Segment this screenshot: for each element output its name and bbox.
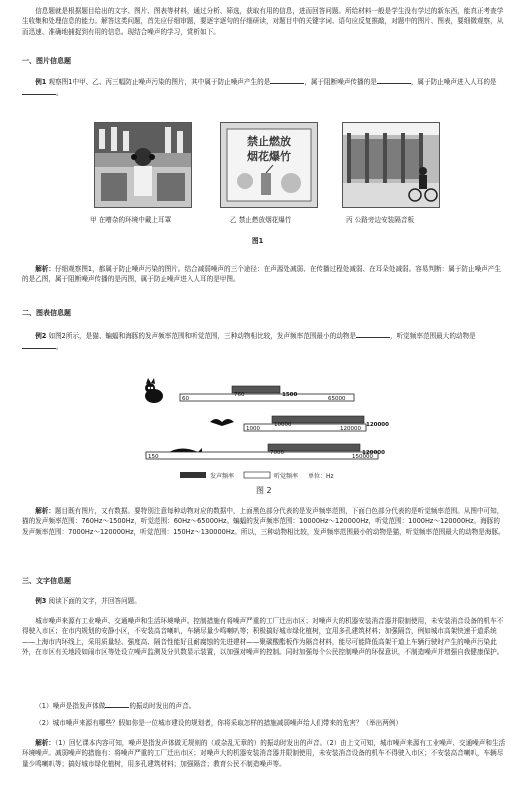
section1-heading: 一、图片信息题 <box>22 57 71 65</box>
legend-hear-swatch <box>244 472 270 478</box>
example2-part-b: ，听觉频率范围最大的动物是 <box>390 332 476 340</box>
intro-block <box>22 6 506 37</box>
legend-unit-label: 单位：Hz <box>308 473 334 480</box>
passage-text: 城市噪声来源有工业噪声、交通噪声和生活环境噪声。控制措施有将噪声严重的工厂迁出市区；对噪声大的机器安装消音器并限制使用，未安装消音设备的机车不得驶入市区；在市内规划的安静小区，不安装高音喇叭，车辆尽量少鸣喇叭等；积极搞好城市绿化植树，宜用多孔建筑材料；加强隔音，例如城市高架快速干道系统——上海市内环线上，采用质量轻、强度高、隔音性能好且耐腐蚀的先进建材——聚碳酸酯板作为隔音材料，能尽可能降低高架干道上车辆行驶时产生的噪声污染此外，在市区有关地段如闹市区等处设立噪声监测及分贝数显示装置，以加强对噪声的控制。同时加强每个公民控制噪声的环保意识，不制造噪声并增强自我健康保护。 <box>22 617 504 657</box>
cat-hear-high-label: 65000 <box>328 396 346 402</box>
bat-icon <box>210 419 234 426</box>
answer-blank-1[interactable] <box>270 76 304 84</box>
example3-intro: 阅读下面的文字，并回答问题。 <box>48 597 141 605</box>
example3-text <box>22 596 506 606</box>
analysis3-label: 解析： <box>35 739 55 747</box>
legend-speak-label: 发声频率 <box>210 473 235 480</box>
example1-label: 例1 <box>35 78 47 86</box>
analysis1-label: 解析： <box>35 265 55 273</box>
passage-block <box>22 616 506 658</box>
answer-blank-5[interactable] <box>22 341 56 349</box>
cat-hear-low-label: 60 <box>182 396 189 402</box>
caption-yi: 乙 禁止燃放烟花爆竹 <box>230 216 292 224</box>
example1-part-c: ，属于防止噪声进入人耳的是 <box>410 78 497 86</box>
dolphin-speak-high-label: 120000 <box>362 450 385 456</box>
example1-part-a: 观察图1中甲、乙、丙三幅防止噪声污染的图片，其中属于防止噪声产生的是 <box>48 78 271 86</box>
photo-earmuffs <box>94 122 192 208</box>
bat-hear-high-label: 120000 <box>340 426 361 432</box>
example1-block <box>22 76 506 99</box>
analysis3-block <box>22 738 506 769</box>
example1-part-b: ，属于阻断噪声传播的是 <box>304 78 377 86</box>
section3-heading: 三、文字信息题 <box>22 577 71 585</box>
chart-legend <box>180 472 334 480</box>
question1-text <box>22 700 506 711</box>
bat-hear-low-label: 1000 <box>246 426 260 432</box>
sound-barrier-image <box>343 123 439 207</box>
no-fireworks-poster-image <box>221 123 317 207</box>
question1-part-a: （1）噪声是指发声体做 <box>35 702 106 710</box>
dolphin-hear-high-label: 150000 <box>352 454 373 460</box>
answer-blank-6[interactable] <box>105 700 129 708</box>
photo-no-fireworks <box>220 122 318 208</box>
example2-label: 例2 <box>35 332 47 340</box>
figure2-label: 图 2 <box>256 486 272 495</box>
analysis3-body: （1）回忆课本内容可知，噪声是指发声体做无规则的（或杂乱无章的）的振动时发出的声音。（2）由上文可知，城市噪声来源有工业噪声、交通噪声和生活环境噪声。减弱噪声的措施有：将噪声严重的工厂迁出市区；对噪声大的机器安装消音器并限制使用，未安装消音设备的机车不得驶入市区；不安装高音喇叭，车辆尽量少鸣喇叭等；搞好城市绿化植树，用多孔建筑材料；加强隔音；教育公民不制造噪声等。 <box>22 739 506 768</box>
answer-blank-2[interactable] <box>377 76 411 84</box>
analysis2-label: 解析： <box>35 507 55 515</box>
example2-block <box>22 330 506 353</box>
earmuff-scene-image <box>95 123 191 207</box>
dolphin-hearing-bar <box>146 452 378 459</box>
figure1-label: 图1 <box>252 237 264 245</box>
analysis3-text <box>22 738 506 769</box>
bat-speak-low-label: 10000 <box>274 422 292 428</box>
dolphin-hear-low-label: 150 <box>148 454 159 460</box>
example1-end: 。 <box>56 89 63 98</box>
example3-block <box>22 596 506 606</box>
analysis2-body: 题目既有图片，又有数据。要特别注意每种动物对应的数据中，上面黑色部分代表的是发声频率范围，下面白色部分代表的是听觉频率范围。从图中可知，猫的发声频率范围：760Hz～1500Hz，听觉范围：60Hz～65000Hz。蝙蝠的发声频率范围：10000Hz～120000Hz，听觉范围：1000Hz～120000Hz。海豚的发声频率范围：7000Hz～120000Hz，听觉范围：150Hz～130000Hz。所以，三种动物相比较，发声频率范围最小的动物是猫，听觉频率范围最大的动物是海豚。 <box>22 507 505 536</box>
example2-part-a: 如图2所示，是猫、蝙蝠和海豚的发声频率范围和听觉范围，三种动物相比较，发声频率范围最小的动物是 <box>48 332 356 340</box>
answer-blank-4[interactable] <box>356 330 390 338</box>
analysis1-text <box>22 264 506 285</box>
example2-end: 。 <box>56 343 63 352</box>
analysis2-block <box>22 506 506 537</box>
question1-block <box>22 700 506 711</box>
question2-text: （2）城市噪声来源有哪些？假如你是一位城市建设的规划者，你将采取怎样的措施减弱噪声给人们带来的危害？（举出两例） <box>35 719 403 727</box>
poster-line-2: 烟花爆竹 <box>247 150 291 163</box>
example2-text <box>22 330 506 353</box>
photo-sound-barrier <box>342 122 440 208</box>
caption-jia: 甲 在嘈杂的环境中戴上耳罩 <box>90 216 172 224</box>
dolphin-speak-low-label: 7000 <box>270 450 284 456</box>
legend-speak-swatch <box>180 472 206 478</box>
question1-part-b: 的振动时发出的声音。 <box>129 702 196 710</box>
legend-hear-label: 听觉频率 <box>274 473 299 480</box>
cat-icon <box>145 378 163 403</box>
example3-label: 例3 <box>35 597 47 605</box>
section2-heading: 二、图表信息题 <box>22 309 71 317</box>
poster-line-1: 禁止燃放 <box>247 135 291 148</box>
analysis1-body: 仔细观察图1，都属于防止噪声污染的图片。结合减弱噪声的三个途径：在声源处减弱、在传播过程处减弱、在耳朵处减弱。容易判断：属于防止噪声产生的是乙图，属于阻断噪声传播的是丙图，属于防止噪声进入人耳的是甲图。 <box>22 265 501 284</box>
cat-speak-low-label: 760 <box>234 392 245 398</box>
question2-block <box>22 718 506 728</box>
example1-text <box>22 76 506 99</box>
answer-blank-3[interactable] <box>22 87 56 95</box>
bat-speak-high-label: 120000 <box>366 422 389 428</box>
cat-speak-high-label: 1500 <box>282 392 298 398</box>
caption-bing: 丙 公路旁边安装隔音板 <box>346 216 415 224</box>
analysis1-block <box>22 264 506 285</box>
analysis2-text <box>22 506 506 537</box>
intro-paragraph: 信息题就是根据题目给出的文字、图片、图表等材料，通过分析、筛选，获取有用的信息，进而回答问题。所给材料一般是学生没有学过的新东西，能真正考查学生收集和处理信息的能力。解答这类问题，首先应仔细审题，要逐字逐句的仔细研读，对题目中的关键字词、语句应反复推敲，对题中的图片、图表，要细微观察，从而迅速、准确地捕捉到有用的信息。现结合噪声的学习，赏析如下。 <box>22 7 504 36</box>
frequency-range-chart <box>140 372 400 480</box>
